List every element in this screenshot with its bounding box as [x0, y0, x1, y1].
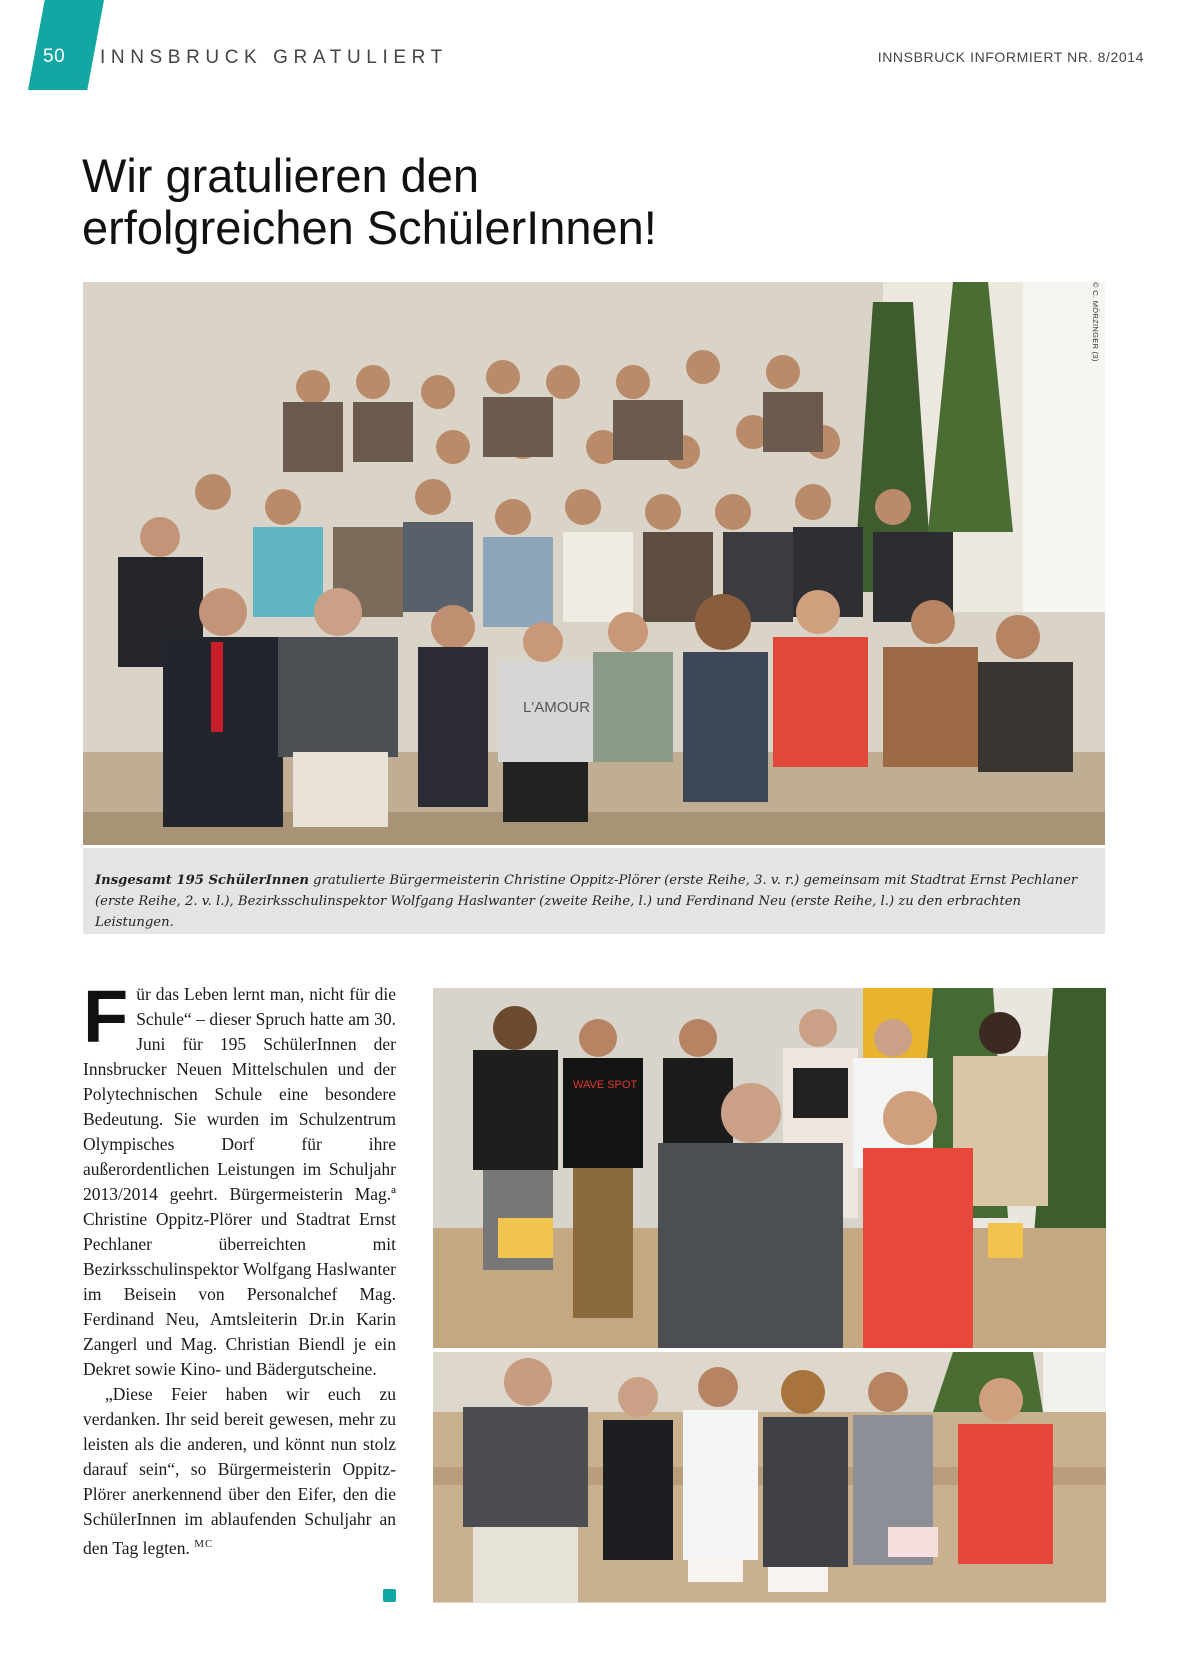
group-photo: [83, 282, 1105, 845]
section-title: INNSBRUCK GRATULIERT: [100, 47, 448, 68]
award-photo-bottom-illustration: [433, 1352, 1106, 1603]
award-photo-top-illustration: [433, 988, 1106, 1348]
group-photo-illustration: [83, 282, 1105, 845]
caption-lead: Insgesamt 195 SchülerInnen: [95, 873, 309, 888]
article-paragraph-2: [83, 1382, 396, 1561]
article-paragraph-1-text: ür das Leben lernt man, nicht für die Schule“ – dieser Spruch hatte am 30. Juni für 195 SchülerInnen der Innsbrucker Neuen Mittelschulen und der Polytechnischen Schule eine besondere Bedeutung. Sie wurden im Schulzentrum Olympisches Dorf für ihre außerordentlichen Leistungen im Schuljahr 2013/2014 geehrt. Bürgermeisterin Mag.ª Christine Oppitz-Plörer und Stadtrat Ernst Pechlaner überreichten mit Bezirksschulinspektor Wolfgang Haslwanter im Beisein von Personalchef Mag. Ferdinand Neu, Amtsleiterin Dr.in Karin Zangerl und Mag. Christian Biendl je ein Dekret sowie Kino- und Bädergutscheine.: [83, 984, 396, 1379]
dropcap: F: [83, 975, 129, 1058]
photo-credit: © C. MÖRZINGER (3): [1091, 282, 1100, 362]
author-tag: MC: [194, 1538, 214, 1550]
article-paragraph-1: [83, 975, 396, 1382]
headline-line-2: erfolgreichen SchülerInnen!: [82, 201, 657, 254]
article-paragraph-2-text: „Diese Feier haben wir euch zu verdanken. Ihr seid bereit gewesen, mehr zu leisten als die anderen, und könnt nun stolz darauf sein“, so Bürgermeisterin Oppitz-Plörer anerkennend über den Eifer, den die SchülerInnen im ablaufenden Schuljahr an den Tag legten.: [83, 1384, 396, 1558]
shirt-print-amour: L'AMOUR: [523, 699, 591, 716]
end-of-article-mark: [383, 1589, 396, 1602]
headline-line-1: Wir gratulieren den: [82, 149, 480, 202]
page-number-tab: [28, 0, 104, 90]
article-body: [83, 975, 396, 1561]
award-photo-top: [433, 988, 1106, 1348]
page-number: 50: [43, 46, 66, 67]
photo-caption: [83, 848, 1105, 934]
award-photo-bottom: [433, 1352, 1106, 1603]
issue-label: INNSBRUCK INFORMIERT NR. 8/2014: [877, 49, 1144, 65]
page-title: [82, 150, 982, 254]
caption-text: gratulierte Bürgermeisterin Christine Oppitz-Plörer (erste Reihe, 3. v. r.) gemeinsam mit Stadtrat Ernst Pechlaner (erste Reihe, 2. v. l.), Bezirksschulinspektor Wolfgang Haslwanter (zweite Reihe, l.) und Ferdinand Neu (erste Reihe, l.) zu den erbrachten Leistungen.: [95, 873, 1078, 930]
shirt-print-wave: WAVE SPOT: [573, 1079, 638, 1091]
